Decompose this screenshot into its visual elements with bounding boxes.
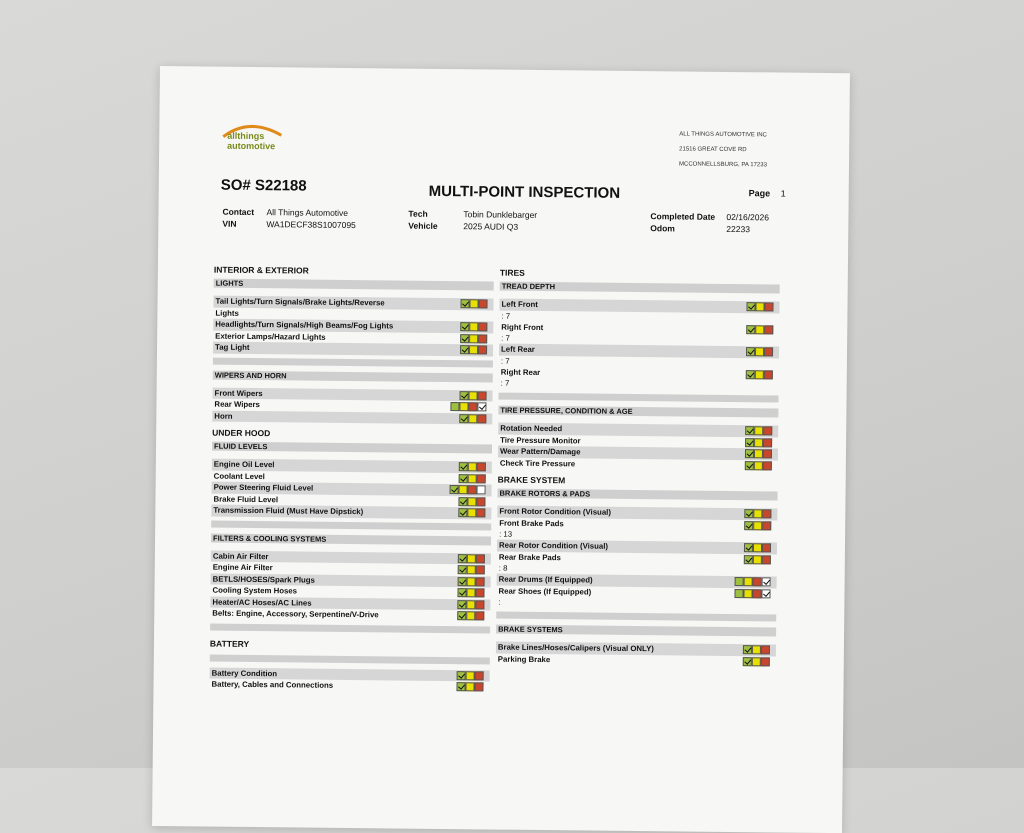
inspection-row [209,679,489,693]
status-indicator[interactable] [744,555,771,564]
inspection-item-label: Headlights/Turn Signals/High Beams/Fog Lights [215,319,394,331]
inspection-item-label: Cooling System Hoses [212,585,298,596]
status-indicator[interactable] [460,345,487,354]
battery-list [209,667,489,693]
inspection-item-label: Rear Wipers [214,399,260,410]
company-address-line2: MCCONNELLSBURG, PA 17233 [678,161,767,169]
status-indicator[interactable] [460,334,487,343]
page-number: 1 [780,188,786,199]
logo-text-2: automotive [227,140,276,152]
inspection-item-label: Horn [214,411,233,421]
spacer-band [496,612,776,622]
inspection-sheet [152,66,850,833]
inspection-item-label: Front Rotor Condition (Visual) [499,506,612,517]
inspection-item-label: Rear Drums (If Equipped) [498,574,593,585]
spacer-band [210,623,490,633]
measurement-value: : 13 [499,529,513,539]
status-indicator[interactable] [744,543,771,552]
inspection-item-label: Coolant Level [213,471,265,481]
inspection-item-label: Power Steering Fluid Level [213,482,314,493]
brake-systems-list [496,642,776,668]
inspection-row [211,505,491,519]
filters-band: FILTERS & COOLING SYSTEMS [211,533,491,545]
brake-systems-band: BRAKE SYSTEMS [496,625,776,637]
logo-text-1: allthings [227,130,265,142]
status-indicator[interactable] [746,370,773,379]
status-indicator[interactable] [745,438,772,447]
tread-list [499,299,780,392]
status-indicator[interactable] [457,600,484,609]
spacer-band [211,520,491,530]
tires-title: TIRES [499,267,525,278]
inspection-item-label: Front Wipers [214,388,263,398]
vin-value: WA1DECF38S1007095 [266,219,356,231]
lights-band: LIGHTS [214,279,494,291]
tech-value: Tobin Dunklebarger [463,209,538,220]
inspection-row [212,410,492,424]
contact-value: All Things Automotive [266,207,349,218]
status-indicator[interactable] [456,682,483,691]
rotors-list [496,506,777,611]
inspection-item-label: Right Front [501,322,544,332]
status-indicator[interactable] [457,671,484,680]
inspection-item-label: BETLS/HOSES/Spark Plugs [212,574,315,585]
odom-value: 22233 [726,223,751,235]
status-indicator[interactable] [460,299,487,308]
company-logo [219,121,289,160]
fluid-band: FLUID LEVELS [212,442,492,454]
inspection-item-label: Belts: Engine, Accessory, Serpentine/V-Drive [212,608,379,620]
inspection-item-label: Transmission Fluid (Must Have Dipstick) [213,505,364,517]
vehicle-value: 2025 AUDI Q3 [463,221,519,232]
inspection-item-label: Cabin Air Filter [212,551,269,561]
status-indicator[interactable] [458,577,485,586]
status-indicator[interactable] [743,657,770,666]
inspection-item-label: Exterior Lamps/Hazard Lights [215,331,326,342]
inspection-item-label: Front Brake Pads [499,518,564,528]
inspection-item-label: Battery, Cables and Connections [211,679,334,690]
inspection-item-label: Rear Shoes (If Equipped) [498,586,592,597]
inspection-item-label: Tail Lights/Turn Signals/Brake Lights/Reverse [215,296,385,308]
right-column [496,266,780,668]
status-indicator[interactable] [746,347,773,356]
inspection-row [210,608,490,622]
vin-label: VIN [222,218,237,229]
status-indicator[interactable] [458,497,485,506]
odom-label: Odom [650,223,675,234]
status-indicator[interactable] [450,402,486,411]
under-hood-title: UNDER HOOD [212,427,271,439]
status-indicator[interactable] [460,391,487,400]
company-address [679,127,767,173]
fluids-list [211,459,492,519]
inspection-item-label: Left Rear [501,344,535,354]
completed-label: Completed Date [650,211,716,222]
inspection-item-label: Rear Brake Pads [498,552,561,562]
measurement-value: : 7 [501,333,510,343]
tread-band: TREAD DEPTH [500,282,780,294]
status-indicator[interactable] [458,554,485,563]
inspection-item-label: Left Front [501,299,538,309]
vehicle-label: Vehicle [408,220,438,231]
status-indicator[interactable] [746,325,773,334]
status-indicator[interactable] [450,485,486,494]
status-indicator[interactable] [460,322,487,331]
page-label: Page [748,188,771,199]
measurement-value: : 7 [501,311,511,321]
inspection-item-label: Engine Oil Level [213,459,275,470]
status-indicator[interactable] [746,302,773,311]
spacer-band [210,654,490,664]
service-order-number: SO# S22188 [220,176,307,195]
status-indicator[interactable] [459,474,486,483]
wipers-band: WIPERS AND HORN [213,370,493,382]
battery-title: BATTERY [209,638,250,649]
interior-title: INTERIOR & EXTERIOR [213,264,309,276]
inspection-item-label: Parking Brake [497,654,551,664]
inspection-row [498,457,778,471]
spacer-band [499,393,779,403]
status-indicator[interactable] [745,426,772,435]
spacer-band [213,357,493,367]
inspection-item-label: Tire Pressure Monitor [500,435,581,445]
status-indicator[interactable] [745,449,772,458]
left-column [209,263,493,693]
inspection-item-label: Brake Fluid Level [213,494,279,504]
inspection-item-label: Battery Condition [211,668,278,678]
status-indicator[interactable] [457,611,484,620]
inspection-item-label: Heater/AC Hoses/AC Lines [212,597,312,608]
status-indicator[interactable] [458,508,485,517]
inspection-item-label: Wear Pattern/Damage [499,446,581,457]
page-title: MULTI-POINT INSPECTION [428,182,621,202]
inspection-item-label: Brake Lines/Hoses/Calipers (Visual ONLY) [497,642,654,654]
inspection-row [496,653,776,667]
inspection-item-label: Rotation Needed [500,423,563,434]
inspection-row [213,342,493,356]
rotors-band: BRAKE ROTORS & PADS [497,489,777,501]
brake-title: BRAKE SYSTEM [497,474,566,486]
status-indicator[interactable] [457,588,484,597]
inspection-item-label: Check Tire Pressure [499,458,576,468]
status-indicator[interactable] [459,462,486,471]
company-name: ALL THINGS AUTOMOTIVE INC [679,131,767,139]
status-indicator[interactable] [734,589,770,598]
status-indicator[interactable] [744,509,771,518]
wipers-list [212,387,492,424]
inspection-item-label: Tag Light [215,342,250,352]
status-indicator[interactable] [743,645,770,654]
status-indicator[interactable] [745,461,772,470]
lights-list [213,296,494,356]
pressure-band: TIRE PRESSURE, CONDITION & AGE [498,406,778,418]
inspection-item-label: Lights [215,308,239,318]
completed-value: 02/16/2026 [726,211,770,223]
company-address-line1: 21516 GREAT COVE RD [679,146,747,154]
inspection-item-label: Rear Rotor Condition (Visual) [498,540,609,551]
measurement-value: : 8 [498,563,508,573]
measurement-value: : 7 [500,378,510,388]
tech-label: Tech [408,208,428,219]
status-indicator[interactable] [744,521,771,530]
measurement-value: : 7 [500,356,510,366]
contact-label: Contact [222,206,255,217]
inspection-item-label: Engine Air Filter [212,562,273,573]
status-indicator[interactable] [458,565,485,574]
pressure-list [498,423,778,472]
status-indicator[interactable] [459,414,486,423]
status-indicator[interactable] [735,577,771,586]
measurement-value: : [498,597,501,607]
inspection-item-label: Right Rear [500,367,541,377]
filters-list [210,550,491,622]
